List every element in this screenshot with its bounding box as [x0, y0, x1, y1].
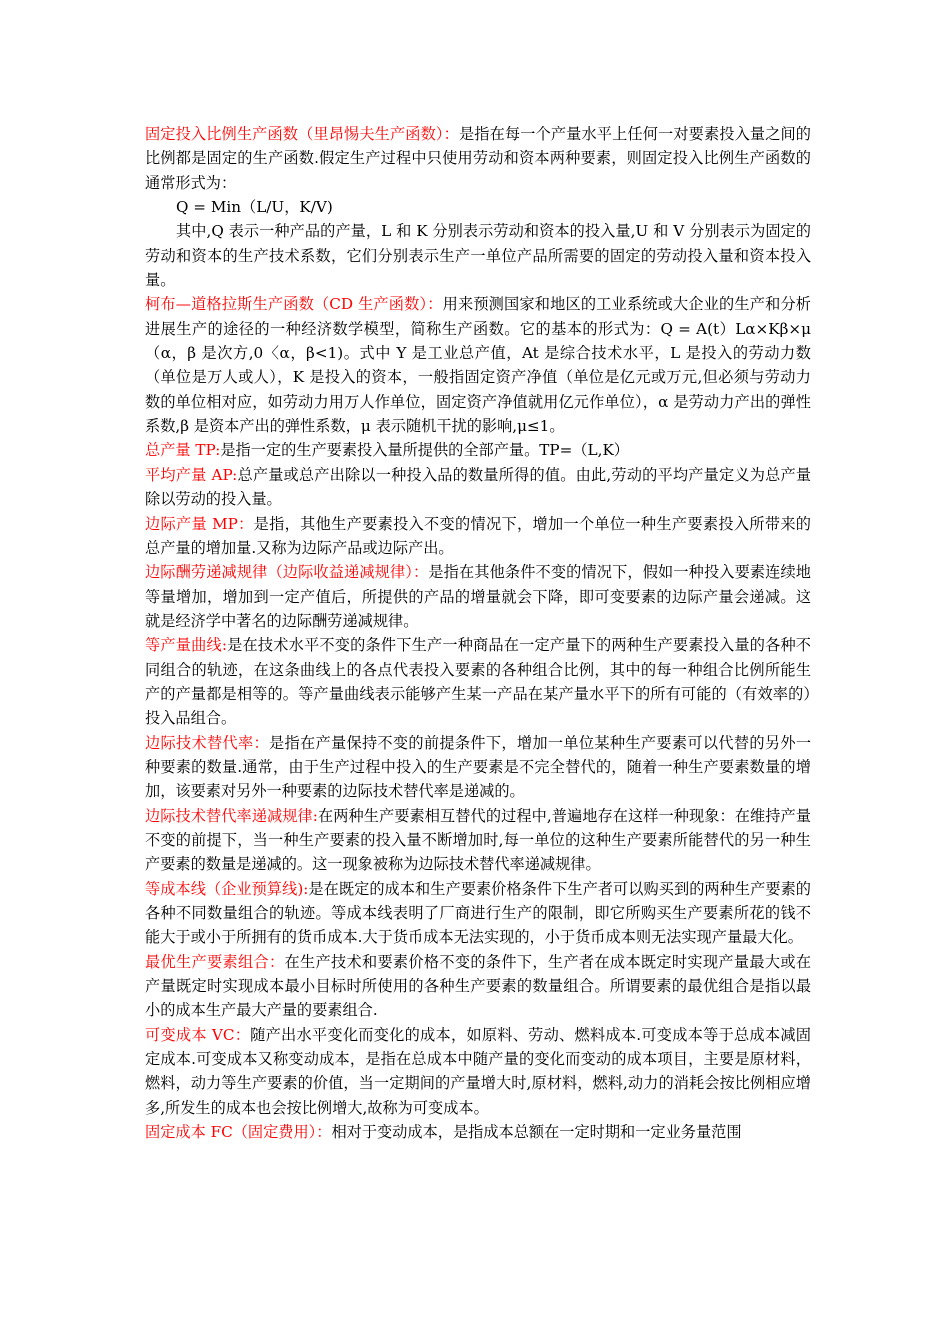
definition-text: 是指在其他条件不变的情况下，假如一种投入要素连续地等量增加，增加到一定产值后，所提供的产品的增量就会下降，即可变要素的边际产量会递减。这就是经济学中著名的边际酬劳递减规律。 [145, 563, 811, 630]
definition-leontief [145, 122, 811, 195]
term-average-product: 平均产量 AP: [145, 465, 238, 484]
term-diminishing-mrts: 边际技术替代率递减规律: [145, 806, 318, 825]
definition-isocost [145, 877, 811, 950]
definition-text: 在生产技术和要素价格不变的条件下，生产者在成本既定时实现产量最大或在产量既定时实现成本最小目标时所使用的各种生产要素的数量组合。所谓要素的最优组合是指以最小的成本生产最大产量的要素组合. [145, 952, 812, 1020]
definition-variable-cost [145, 1023, 811, 1120]
definition-text: 是在既定的成本和生产要素价格条件下生产者可以购买到的两种生产要素的各种不同数量组合的轨迹。等成本线表明了厂商进行生产的限制，即它所购买生产要素所花的钱不能大于或小于所拥有的货币成本.大于货币成本无法实现的，小于货币成本则无法实现产量最大化。 [145, 879, 811, 947]
document-page [145, 122, 811, 1144]
definition-text: 随产出水平变化而变化的成本，如原料、劳动、燃料成本.可变成本等于总成本减固定成本.可变成本又称变动成本，是指在总成本中随产量的变化而变动的成本项目，主要是原材料，燃料，动力等生产要素的价值，当一定期间的产量增大时,原材料，燃料,动力的消耗会按比例相应增多,所发生的成本也会按比例增大,故称为可变成本。 [145, 1025, 811, 1117]
definition-mrts [145, 731, 811, 804]
term-isoquant: 等产量曲线: [145, 636, 227, 655]
definition-text: 是指在每一个产量水平上任何一对要素投入量之间的比例都是固定的生产函数.假定生产过程中只使用劳动和资本两种要素，则固定投入比例生产函数的通常形式为： [145, 125, 811, 192]
definition-isoquant [145, 633, 811, 730]
term-leontief: 固定投入比例生产函数（里昂惕夫生产函数）： [145, 125, 459, 143]
definition-text: 是指在产量保持不变的前提条件下，增加一单位某种生产要素可以代替的另外一种要素的数量.通常，由于生产过程中投入的生产要素是不完全替代的，随着一种生产要素数量的增加，该要素对另外一种要素的边际技术替代率是递减的。 [145, 733, 812, 801]
term-cobb-douglas: 柯布—道格拉斯生产函数（CD 生产函数）： [145, 295, 443, 314]
definition-text: 用来预测国家和地区的工业系统或大企业的生产和分析进展生产的途径的一种经济数学模型，简称生产函数。它的基本的形式为：Q = A(t）Lα×Kβ×μ（α，β 是次方,0〈α，β<1)。式中 Y 是工业总产值，At 是综合技术水平，L 是投入的劳动力数（单位是万人或人），K 是投入的资本，一般指固定资产净值（单位是亿元或万元,但必须与劳动力数的单位相对应，如劳动力用万人作单位，固定资产净值就用亿元作单位），α 是劳动力产出的弹性系数,β 是资本产出的弹性系数，μ 表示随机干扰的影响,μ≤1。 [145, 295, 811, 436]
definition-diminishing-returns [145, 560, 811, 633]
definition-cobb-douglas [145, 292, 811, 438]
definition-optimal-combination [145, 950, 811, 1023]
definition-total-product [145, 438, 811, 462]
term-fixed-cost: 固定成本 FC（固定费用）： [145, 1123, 332, 1142]
note-leontief: 其中,Q 表示一种产品的产量，L 和 K 分别表示劳动和资本的投入量,U 和 V 分别表示为固定的劳动和资本的生产技术系数，它们分别表示生产一单位产品所需要的固定的劳动投入量和资本投入量。 [145, 222, 811, 290]
term-mrts: 边际技术替代率： [145, 733, 269, 752]
definition-text: 在两种生产要素相互替代的过程中,普遍地存在这样一种现象：在维持产量不变的前提下，当一种生产要素的投入量不断增加时,每一单位的这种生产要素所能替代的另一种生产要素的数量是递减的。这一现象被称为边际技术替代率递减规律。 [145, 806, 812, 874]
term-isocost: 等成本线（企业预算线): [145, 879, 309, 898]
definition-fixed-cost [145, 1120, 811, 1144]
definition-diminishing-mrts [145, 804, 811, 877]
definition-text: 是在技术水平不变的条件下生产一种商品在一定产量下的两种生产要素投入量的各种不同组合的轨迹，在这条曲线上的各点代表投入要素的各种组合比例，其中的每一种组合比例所能生产的产量都是相等的。等产量曲线表示能够产生某一产品在某产量水平下的所有可能的（有效率的）投入品组合。 [145, 636, 811, 728]
definition-text: 总产量或总产出除以一种投入品的数量所得的值。由此,劳动的平均产量定义为总产量除以劳动的投入量。 [145, 465, 812, 509]
term-optimal-combination: 最优生产要素组合： [145, 952, 285, 971]
definition-average-product [145, 463, 811, 512]
formula-leontief: Q = Min（L/U，K/V) [176, 198, 333, 217]
term-total-product: 总产量 TP: [145, 441, 221, 460]
term-diminishing-returns: 边际酬劳递减规律（边际收益递减规律）： [145, 563, 429, 582]
definition-text: 是指一定的生产要素投入量所提供的全部产量。TP=（L,K） [220, 441, 629, 460]
definition-text: 相对于变动成本，是指成本总额在一定时期和一定业务量范围 [331, 1123, 742, 1142]
definition-text: 是指，其他生产要素投入不变的情况下，增加一个单位一种生产要素投入所带来的总产量的增加量.又称为边际产品或边际产出。 [145, 514, 811, 557]
term-marginal-product: 边际产量 MP： [145, 514, 254, 533]
term-variable-cost: 可变成本 VC： [145, 1025, 251, 1044]
definition-marginal-product [145, 512, 811, 561]
